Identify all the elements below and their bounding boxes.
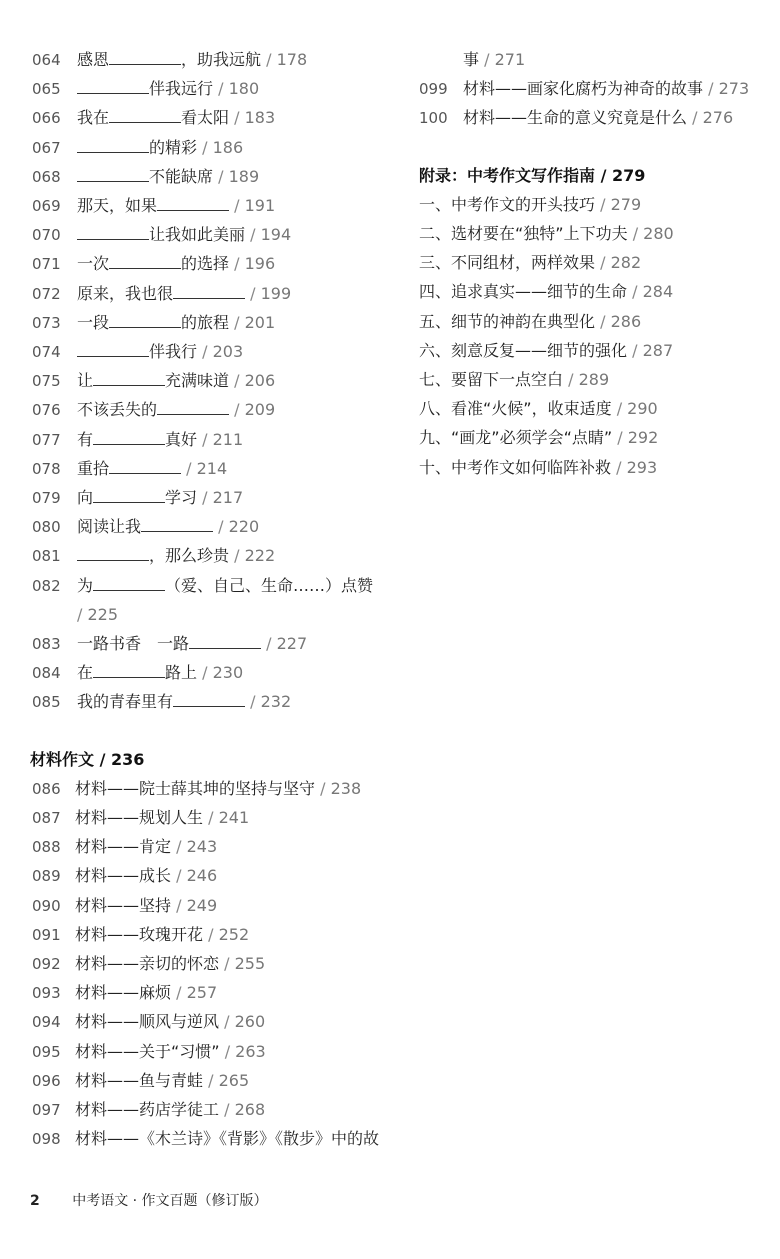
entry-title	[463, 79, 749, 99]
entry-title	[77, 342, 243, 362]
entry-number: 092	[32, 955, 61, 973]
appendix-entry	[419, 458, 657, 478]
fill-in-blank	[157, 196, 229, 211]
section-heading-appendix	[419, 166, 645, 186]
entry-text: 二、选材要在“独特”上下功夫	[419, 224, 628, 243]
fill-in-blank	[173, 284, 245, 299]
appendix-entry	[419, 195, 641, 215]
entry-text: 学习	[165, 488, 198, 507]
entry-page: / 293	[616, 457, 658, 477]
entry-page: / 246	[176, 866, 218, 886]
page-separator: /	[266, 50, 277, 69]
entry-text: 不该丢失的	[77, 400, 158, 420]
entry-text: 的选择	[181, 254, 230, 274]
entry-page: / 227	[266, 634, 308, 653]
page-separator: /	[234, 108, 245, 128]
book-title: 中考语文 · 作文百题（修订版）	[72, 1193, 268, 1209]
page-separator: /	[202, 429, 213, 449]
entry-number: 087	[32, 809, 61, 827]
page-separator: /	[218, 79, 229, 99]
fill-in-blank	[93, 430, 165, 445]
fill-in-blank	[93, 663, 165, 678]
entry-title	[75, 954, 265, 974]
page-separator: /	[202, 488, 213, 507]
entry-text: 材料——关于“习惯”	[75, 1041, 220, 1061]
entry-title	[75, 896, 217, 916]
page-separator: /	[692, 108, 703, 128]
entry-title	[75, 1012, 265, 1032]
entry-page: / 199	[250, 283, 292, 303]
entry-title	[77, 108, 275, 128]
toc-entry-continuation	[463, 50, 525, 70]
entry-title	[75, 1071, 249, 1091]
entry-text: 的旅程	[181, 312, 230, 332]
entry-text: 九、“画龙”必须学会“点睛”	[419, 428, 613, 448]
page-separator: /	[234, 371, 245, 391]
entry-text: 材料——鱼与青蛙	[75, 1070, 204, 1090]
entry-title	[75, 1129, 379, 1149]
fill-in-blank	[77, 138, 149, 153]
appendix-entry	[419, 370, 609, 390]
entry-page: / 222	[234, 546, 276, 566]
page-separator: /	[484, 50, 495, 69]
entry-page: / 214	[186, 458, 228, 478]
entry-title	[77, 313, 275, 333]
page-separator: /	[568, 370, 579, 389]
entry-number: 097	[32, 1101, 61, 1119]
entry-title	[77, 79, 259, 99]
entry-title	[75, 779, 361, 799]
entry-number: 065	[32, 80, 61, 99]
entry-text: 让	[77, 371, 94, 391]
entry-text: 充满味道	[165, 371, 230, 391]
entry-text: 材料——玫瑰开花	[75, 924, 204, 944]
entry-number: 096	[32, 1071, 61, 1090]
page-separator: /	[208, 1070, 219, 1090]
fill-in-blank	[109, 108, 181, 123]
entry-page: / 290	[616, 399, 658, 419]
entry-title	[75, 837, 217, 857]
entry-page: / 292	[617, 428, 659, 448]
page-separator: /	[234, 546, 245, 566]
entry-page: / 276	[692, 108, 734, 128]
entry-number: 091	[32, 925, 61, 944]
entry-text: 材料——亲切的怀恋	[75, 954, 220, 973]
entry-title	[77, 692, 291, 712]
entry-page: / 271	[484, 50, 526, 69]
entry-text: 七、要留下一点空白	[419, 370, 564, 389]
entry-page: / 260	[224, 1012, 266, 1032]
entry-number: 071	[32, 255, 61, 274]
entry-number: 099	[419, 80, 448, 99]
entry-text: 六、刻意反复——细节的强化	[419, 340, 628, 360]
entry-title	[77, 138, 243, 158]
entry-text: 一路书香 一路	[77, 634, 190, 653]
entry-page: / 263	[224, 1041, 266, 1061]
entry-text: 三、不同组材，两样效果	[419, 253, 596, 273]
entry-number: 077	[32, 430, 61, 449]
entry-number: 088	[32, 838, 61, 857]
entry-text: 五、细节的神韵在典型化	[419, 311, 596, 331]
entry-title	[75, 866, 217, 886]
entry-number: 089	[32, 867, 61, 886]
fill-in-blank	[77, 79, 149, 94]
entry-page: / 255	[224, 954, 266, 973]
page-separator: /	[202, 137, 213, 157]
page-separator: /	[208, 808, 219, 827]
appendix-entry	[419, 399, 658, 419]
entry-number: 094	[32, 1013, 61, 1032]
entry-text: 材料——画家化腐朽为神奇的故事	[463, 79, 704, 99]
entry-number: 093	[32, 984, 61, 1003]
entry-number: 083	[32, 635, 61, 653]
page-separator: /	[600, 311, 611, 331]
entry-page: / 206	[234, 371, 276, 391]
entry-text: 十、中考作文如何临阵补救	[419, 457, 612, 477]
entry-title	[77, 488, 243, 508]
entry-title	[77, 284, 291, 304]
entry-title	[77, 50, 307, 70]
entry-text: 材料——肯定	[75, 837, 172, 857]
entry-text: 一段	[77, 312, 110, 332]
entry-text: 材料——《木兰诗》《背影》《散步》中的故	[75, 1129, 380, 1149]
entry-page: / 203	[202, 342, 244, 361]
page-separator: /	[600, 253, 611, 273]
page-separator: /	[600, 194, 611, 214]
section-page: / 236	[94, 749, 145, 769]
entry-page: / 180	[218, 79, 260, 99]
fill-in-blank	[157, 400, 229, 415]
entry-text: 材料——成长	[75, 866, 172, 886]
entry-text: 材料——麻烦	[75, 983, 172, 1003]
entry-title	[75, 983, 217, 1003]
page-separator: /	[218, 517, 229, 537]
entry-text: 阅读让我	[77, 517, 142, 537]
entry-text: 材料——规划人生	[75, 808, 204, 827]
fill-in-blank	[93, 371, 165, 386]
fill-in-blank	[77, 546, 149, 561]
page-separator: /	[632, 224, 644, 243]
entry-number: 098	[32, 1130, 61, 1149]
entry-title	[75, 925, 249, 945]
entry-number: 075	[32, 372, 61, 391]
entry-title	[75, 808, 249, 828]
entry-text: 重拾	[77, 458, 110, 478]
fill-in-blank	[93, 576, 165, 591]
entry-text: ，那么珍贵	[149, 546, 230, 566]
entry-number: 070	[32, 226, 61, 245]
entry-number: 085	[32, 693, 61, 712]
entry-page: / 238	[320, 778, 362, 798]
entry-page: / 265	[208, 1070, 250, 1090]
entry-page: / 186	[202, 137, 244, 157]
entry-title	[75, 1100, 265, 1120]
entry-text: 一、中考作文的开头技巧	[419, 194, 596, 214]
entry-title	[77, 400, 275, 420]
entry-title	[77, 634, 307, 654]
fill-in-blank	[77, 342, 149, 357]
page-separator: /	[632, 340, 643, 360]
fill-in-blank	[109, 254, 181, 269]
appendix-entry	[419, 282, 673, 302]
page-separator: /	[708, 79, 719, 99]
entry-page: / 194	[250, 225, 292, 245]
entry-text: 一次	[77, 254, 110, 274]
entry-number: 095	[32, 1042, 61, 1061]
entry-text: 伴我行	[149, 342, 198, 361]
entry-page: / 268	[224, 1100, 266, 1119]
entry-text: 材料——坚持	[75, 895, 172, 915]
entry-number: 072	[32, 284, 61, 303]
entry-page: / 220	[218, 517, 260, 537]
entry-text: 有	[77, 429, 94, 449]
entry-text: 八、看准“火候”，收束适度	[419, 399, 612, 419]
entry-page: / 287	[632, 340, 674, 360]
entry-page: / 289	[568, 370, 610, 389]
entry-text: 感恩	[77, 50, 110, 69]
entry-title	[77, 371, 275, 391]
page-separator: /	[266, 634, 277, 653]
entry-number: 090	[32, 896, 61, 915]
entry-page: / 232	[250, 692, 292, 712]
entry-page: / 249	[176, 895, 218, 915]
entry-title	[77, 225, 291, 245]
page-separator: /	[202, 663, 213, 683]
fill-in-blank	[141, 517, 213, 532]
page-separator: /	[616, 457, 627, 477]
entry-title	[77, 167, 259, 187]
entry-page: / 189	[218, 166, 260, 186]
page-separator: /	[77, 604, 88, 624]
entry-page: / 183	[234, 108, 276, 128]
page-separator: /	[186, 458, 197, 478]
page-number: 2	[30, 1193, 40, 1209]
entry-text: 材料——顺风与逆风	[75, 1012, 220, 1032]
entry-text: 事	[463, 50, 480, 69]
entry-number: 066	[32, 109, 61, 128]
entry-number: 080	[32, 518, 61, 537]
entry-page: / 286	[600, 311, 642, 331]
entry-page: / 279	[600, 194, 642, 214]
entry-page: / 280	[632, 224, 674, 243]
appendix-entry	[419, 224, 674, 244]
entry-number: 078	[32, 459, 61, 478]
entry-page: / 243	[176, 837, 218, 857]
entry-text: 让我如此美丽	[149, 225, 246, 245]
page-separator: /	[234, 196, 245, 215]
entry-page: / 230	[202, 663, 244, 683]
fill-in-blank	[109, 313, 181, 328]
entry-page: / 201	[234, 312, 276, 332]
entry-text: ，助我远航	[181, 50, 262, 69]
entry-text: 看太阳	[181, 108, 230, 128]
entry-text: 向	[77, 488, 94, 507]
toc-entry-continuation	[77, 605, 118, 625]
entry-page: / 191	[234, 196, 276, 215]
entry-number: 086	[32, 779, 61, 798]
page-separator: /	[616, 399, 628, 419]
page-separator: /	[224, 1041, 236, 1061]
entry-page: / 273	[708, 79, 750, 99]
page-separator: /	[250, 692, 261, 712]
entry-text: 我在	[77, 108, 110, 128]
entry-number: 081	[32, 547, 61, 566]
page-separator: /	[224, 1012, 235, 1032]
appendix-entry	[419, 428, 658, 448]
entry-number: 100	[419, 109, 448, 128]
entry-number: 068	[32, 167, 61, 186]
page-separator: /	[234, 254, 245, 274]
entry-text: 四、追求真实——细节的生命	[419, 282, 628, 302]
fill-in-blank	[189, 634, 261, 649]
entry-title	[75, 1042, 266, 1062]
fill-in-blank	[109, 50, 181, 65]
entry-number: 079	[32, 489, 61, 507]
page-separator: /	[234, 400, 245, 420]
page-separator: /	[176, 837, 187, 857]
page-separator: /	[320, 778, 331, 798]
entry-title	[77, 254, 275, 274]
entry-text: 材料——药店学徒工	[75, 1100, 220, 1119]
fill-in-blank	[173, 692, 245, 707]
entry-page: / 284	[632, 282, 674, 302]
page-separator: /	[176, 895, 187, 915]
entry-text: 材料——院士薛其坤的坚持与坚守	[75, 778, 316, 798]
entry-text: 原来，我也很	[77, 283, 174, 303]
entry-number: 084	[32, 664, 61, 683]
section-title: 材料作文	[30, 749, 95, 769]
appendix-entry	[419, 341, 673, 361]
page-separator: /	[234, 312, 245, 332]
entry-page: / 178	[266, 50, 308, 69]
page-separator: /	[617, 428, 628, 448]
appendix-entry	[419, 253, 641, 273]
entry-number: 069	[32, 197, 61, 215]
page-separator: /	[176, 983, 187, 1003]
entry-title	[77, 546, 275, 566]
entry-number: 067	[32, 138, 61, 157]
page-separator: /	[632, 282, 643, 302]
entry-page: / 211	[202, 429, 244, 449]
entry-text: 我的青春里有	[77, 692, 174, 712]
entry-page: / 209	[234, 400, 276, 420]
page-separator: /	[250, 225, 261, 245]
entry-title	[77, 517, 259, 537]
entry-page: / 196	[234, 254, 276, 274]
entry-title	[77, 196, 275, 216]
page-separator: /	[224, 1100, 235, 1119]
entry-page: / 217	[202, 488, 244, 507]
fill-in-blank	[109, 459, 181, 474]
section-title: 附录：中考作文写作指南	[419, 165, 596, 185]
entry-text: 真好	[165, 429, 198, 449]
entry-page: / 282	[600, 253, 642, 273]
fill-in-blank	[77, 225, 149, 240]
entry-number: 082	[32, 576, 61, 595]
page-separator: /	[224, 954, 235, 973]
entry-text: 路上	[165, 663, 198, 683]
section-heading-material	[30, 750, 144, 770]
entry-number: 064	[32, 51, 61, 69]
entry-title	[77, 459, 227, 479]
section-page: / 279	[595, 165, 646, 185]
page-separator: /	[250, 283, 261, 303]
entry-number: 073	[32, 313, 61, 332]
entry-text: 伴我远行	[149, 79, 214, 99]
page-footer	[30, 1190, 268, 1210]
entry-text: 为	[77, 575, 94, 595]
entry-text: 材料——生命的意义究竟是什么	[463, 108, 688, 128]
entry-number: 076	[32, 401, 61, 420]
entry-title	[463, 108, 733, 128]
page-separator: /	[176, 866, 187, 886]
appendix-entry	[419, 312, 641, 332]
page-separator: /	[202, 342, 213, 361]
entry-title	[77, 576, 373, 596]
entry-title	[77, 663, 243, 683]
entry-text: 不能缺席	[149, 166, 214, 186]
entry-text: 在	[77, 663, 94, 683]
entry-title	[77, 430, 243, 450]
fill-in-blank	[93, 488, 165, 503]
entry-page: / 241	[208, 808, 250, 827]
entry-text: （爱、自己、生命……）点赞	[165, 575, 374, 595]
page-separator: /	[218, 166, 229, 186]
entry-page: / 257	[176, 983, 218, 1003]
page-separator: /	[208, 924, 219, 944]
entry-number: 074	[32, 343, 61, 361]
entry-page: / 252	[208, 924, 250, 944]
entry-text: 的精彩	[149, 137, 198, 157]
entry-page: / 225	[77, 604, 119, 624]
entry-text: 那天，如果	[77, 196, 158, 215]
fill-in-blank	[77, 167, 149, 182]
